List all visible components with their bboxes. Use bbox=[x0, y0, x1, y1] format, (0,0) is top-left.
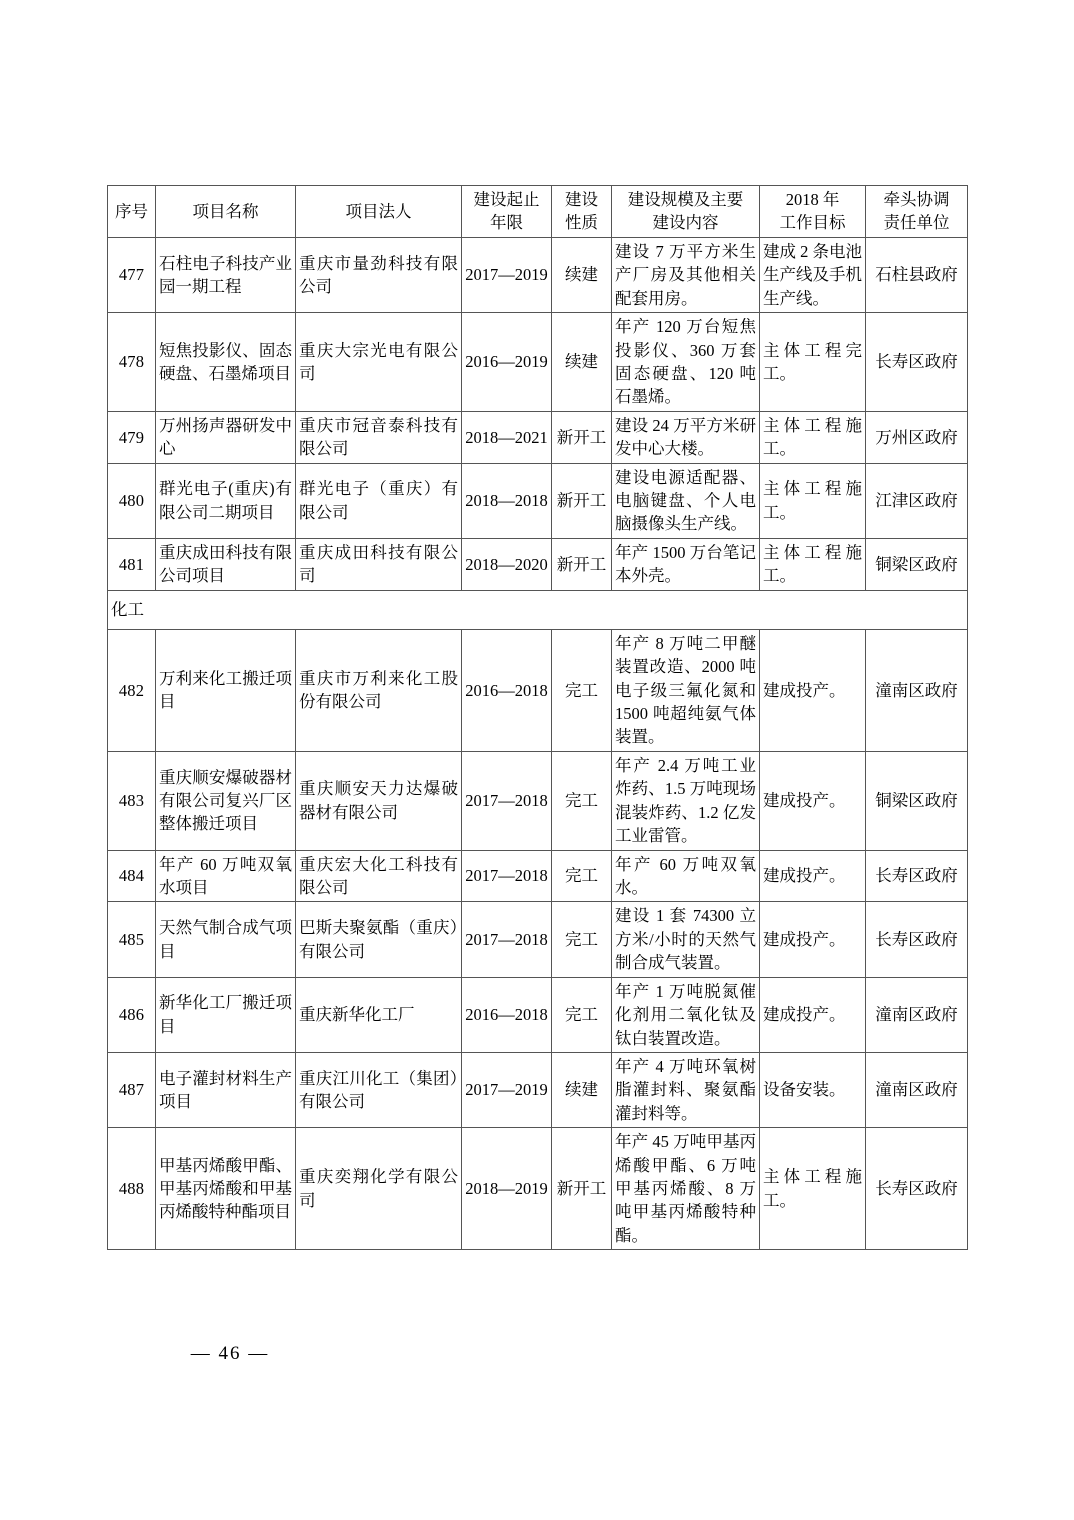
cell-project-name: 年产 60 万吨双氧水项目 bbox=[156, 850, 296, 902]
cell-no: 477 bbox=[108, 237, 156, 312]
cell-unit: 铜梁区政府 bbox=[866, 751, 968, 850]
cell-project-name: 重庆成田科技有限公司项目 bbox=[156, 538, 296, 590]
cell-nature: 新开工 bbox=[552, 538, 612, 590]
cell-period: 2018—2020 bbox=[462, 538, 552, 590]
cell-legal-entity: 重庆江川化工（集团）有限公司 bbox=[296, 1052, 462, 1127]
column-header-legal-entity: 项目法人 bbox=[296, 186, 462, 238]
cell-goal: 主体工程施工。 bbox=[760, 463, 866, 538]
cell-period: 2017—2018 bbox=[462, 850, 552, 902]
column-header-scale-line1: 建设规模及主要 bbox=[627, 190, 744, 209]
cell-no: 482 bbox=[108, 629, 156, 751]
cell-scale: 年产 8 万吨二甲醚装置改造、2000 吨电子级三氟化氮和 1500 吨超纯氨气体装置。 bbox=[612, 629, 760, 751]
cell-nature: 完工 bbox=[552, 977, 612, 1052]
table-row bbox=[108, 411, 968, 463]
header-row bbox=[108, 186, 968, 238]
table-row bbox=[108, 751, 968, 850]
cell-legal-entity: 重庆宏大化工科技有限公司 bbox=[296, 850, 462, 902]
column-header-unit-line1: 牵头协调 bbox=[883, 190, 950, 209]
cell-scale: 年产 45 万吨甲基丙烯酸甲酯、6 万吨甲基丙烯酸、8 万吨甲基丙烯酸特种酯。 bbox=[612, 1128, 760, 1250]
category-label: 化工 bbox=[108, 590, 968, 629]
cell-project-name: 石柱电子科技产业园一期工程 bbox=[156, 237, 296, 312]
cell-legal-entity: 巴斯夫聚氨酯（重庆）有限公司 bbox=[296, 902, 462, 977]
cell-project-name: 万利来化工搬迁项目 bbox=[156, 629, 296, 751]
cell-scale: 年产 1 万吨脱氮催化剂用二氧化钛及钛白装置改造。 bbox=[612, 977, 760, 1052]
cell-nature: 新开工 bbox=[552, 463, 612, 538]
column-header-no: 序号 bbox=[108, 186, 156, 238]
column-header-period-line1: 建设起止 bbox=[473, 190, 540, 209]
cell-unit: 长寿区政府 bbox=[866, 313, 968, 412]
cell-nature: 完工 bbox=[552, 629, 612, 751]
table-row bbox=[108, 313, 968, 412]
table-row bbox=[108, 237, 968, 312]
column-header-unit bbox=[866, 186, 968, 238]
cell-no: 479 bbox=[108, 411, 156, 463]
cell-goal: 建成投产。 bbox=[760, 751, 866, 850]
cell-goal: 设备安装。 bbox=[760, 1052, 866, 1127]
cell-goal: 建成投产。 bbox=[760, 977, 866, 1052]
cell-no: 483 bbox=[108, 751, 156, 850]
cell-unit: 潼南区政府 bbox=[866, 977, 968, 1052]
cell-no: 485 bbox=[108, 902, 156, 977]
cell-goal: 主体工程完工。 bbox=[760, 313, 866, 412]
cell-period: 2017—2018 bbox=[462, 902, 552, 977]
cell-unit: 江津区政府 bbox=[866, 463, 968, 538]
cell-nature: 续建 bbox=[552, 1052, 612, 1127]
cell-unit: 潼南区政府 bbox=[866, 1052, 968, 1127]
project-table bbox=[107, 185, 968, 1250]
cell-nature: 完工 bbox=[552, 850, 612, 902]
cell-scale: 年产 120 万台短焦投影仪、360 万套固态硬盘、120 吨石墨烯。 bbox=[612, 313, 760, 412]
cell-goal: 建成投产。 bbox=[760, 629, 866, 751]
cell-goal: 建成投产。 bbox=[760, 850, 866, 902]
table-header bbox=[108, 186, 968, 238]
cell-scale: 建设 7 万平方米生产厂房及其他相关配套用房。 bbox=[612, 237, 760, 312]
table-row bbox=[108, 850, 968, 902]
column-header-goal-line1: 2018 年 bbox=[785, 190, 840, 209]
cell-unit: 万州区政府 bbox=[866, 411, 968, 463]
cell-period: 2018—2019 bbox=[462, 1128, 552, 1250]
cell-scale: 年产 1500 万台笔记本外壳。 bbox=[612, 538, 760, 590]
cell-nature: 续建 bbox=[552, 313, 612, 412]
cell-project-name: 甲基丙烯酸甲酯、甲基丙烯酸和甲基丙烯酸特种酯项目 bbox=[156, 1128, 296, 1250]
cell-project-name: 万州扬声器研发中心 bbox=[156, 411, 296, 463]
cell-period: 2016—2018 bbox=[462, 977, 552, 1052]
cell-period: 2018—2018 bbox=[462, 463, 552, 538]
category-row bbox=[108, 590, 968, 629]
cell-no: 484 bbox=[108, 850, 156, 902]
cell-project-name: 群光电子(重庆)有限公司二期项目 bbox=[156, 463, 296, 538]
cell-period: 2017—2019 bbox=[462, 237, 552, 312]
table-row bbox=[108, 902, 968, 977]
cell-no: 488 bbox=[108, 1128, 156, 1250]
cell-period: 2016—2018 bbox=[462, 629, 552, 751]
cell-goal: 主体工程施工。 bbox=[760, 411, 866, 463]
table-row bbox=[108, 463, 968, 538]
cell-unit: 铜梁区政府 bbox=[866, 538, 968, 590]
table-row bbox=[108, 977, 968, 1052]
cell-nature: 新开工 bbox=[552, 1128, 612, 1250]
cell-scale: 年产 60 万吨双氧水。 bbox=[612, 850, 760, 902]
column-header-project-name: 项目名称 bbox=[156, 186, 296, 238]
table-row bbox=[108, 1128, 968, 1250]
project-table-container bbox=[107, 185, 967, 1250]
cell-legal-entity: 群光电子（重庆）有限公司 bbox=[296, 463, 462, 538]
cell-nature: 续建 bbox=[552, 237, 612, 312]
cell-project-name: 天然气制合成气项目 bbox=[156, 902, 296, 977]
cell-no: 486 bbox=[108, 977, 156, 1052]
table-row bbox=[108, 1052, 968, 1127]
column-header-goal-line2: 工作目标 bbox=[779, 213, 846, 233]
cell-legal-entity: 重庆奕翔化学有限公司 bbox=[296, 1128, 462, 1250]
cell-scale: 建设 24 万平方米研发中心大楼。 bbox=[612, 411, 760, 463]
cell-legal-entity: 重庆大宗光电有限公司 bbox=[296, 313, 462, 412]
cell-nature: 新开工 bbox=[552, 411, 612, 463]
cell-legal-entity: 重庆成田科技有限公司 bbox=[296, 538, 462, 590]
cell-project-name: 电子灌封材料生产项目 bbox=[156, 1052, 296, 1127]
cell-scale: 年产 4 万吨环氧树脂灌封料、聚氨酯灌封料等。 bbox=[612, 1052, 760, 1127]
cell-legal-entity: 重庆市冠音泰科技有限公司 bbox=[296, 411, 462, 463]
cell-legal-entity: 重庆新华化工厂 bbox=[296, 977, 462, 1052]
column-header-nature-line1: 建设 bbox=[565, 190, 598, 209]
cell-scale: 年产 2.4 万吨工业炸药、1.5 万吨现场混装炸药、1.2 亿发工业雷管。 bbox=[612, 751, 760, 850]
cell-period: 2018—2021 bbox=[462, 411, 552, 463]
cell-goal: 主体工程施工。 bbox=[760, 1128, 866, 1250]
cell-period: 2017—2018 bbox=[462, 751, 552, 850]
table-row bbox=[108, 538, 968, 590]
cell-unit: 长寿区政府 bbox=[866, 902, 968, 977]
table-body bbox=[108, 237, 968, 1249]
cell-unit: 石柱县政府 bbox=[866, 237, 968, 312]
table-row bbox=[108, 629, 968, 751]
cell-goal: 主体工程施工。 bbox=[760, 538, 866, 590]
column-header-scale bbox=[612, 186, 760, 238]
column-header-nature bbox=[552, 186, 612, 238]
cell-project-name: 重庆顺安爆破器材有限公司复兴厂区整体搬迁项目 bbox=[156, 751, 296, 850]
column-header-scale-line2: 建设内容 bbox=[652, 213, 719, 233]
cell-unit: 长寿区政府 bbox=[866, 1128, 968, 1250]
column-header-goal bbox=[760, 186, 866, 238]
cell-no: 481 bbox=[108, 538, 156, 590]
cell-goal: 建成投产。 bbox=[760, 902, 866, 977]
cell-no: 478 bbox=[108, 313, 156, 412]
column-header-nature-line2: 性质 bbox=[565, 213, 598, 233]
cell-legal-entity: 重庆市量劲科技有限公司 bbox=[296, 237, 462, 312]
cell-nature: 完工 bbox=[552, 751, 612, 850]
page-footer: — 46 — bbox=[190, 1343, 270, 1364]
cell-legal-entity: 重庆顺安天力达爆破器材有限公司 bbox=[296, 751, 462, 850]
column-header-period-line2: 年限 bbox=[490, 213, 523, 233]
column-header-period bbox=[462, 186, 552, 238]
column-header-unit-line2: 责任单位 bbox=[883, 213, 950, 233]
cell-no: 487 bbox=[108, 1052, 156, 1127]
cell-unit: 潼南区政府 bbox=[866, 629, 968, 751]
cell-no: 480 bbox=[108, 463, 156, 538]
cell-goal: 建成 2 条电池生产线及手机生产线。 bbox=[760, 237, 866, 312]
cell-scale: 建设电源适配器、电脑键盘、个人电脑摄像头生产线。 bbox=[612, 463, 760, 538]
cell-scale: 建设 1 套 74300 立方米/小时的天然气制合成气装置。 bbox=[612, 902, 760, 977]
cell-project-name: 新华化工厂搬迁项目 bbox=[156, 977, 296, 1052]
cell-unit: 长寿区政府 bbox=[866, 850, 968, 902]
cell-legal-entity: 重庆市万利来化工股份有限公司 bbox=[296, 629, 462, 751]
cell-project-name: 短焦投影仪、固态硬盘、石墨烯项目 bbox=[156, 313, 296, 412]
cell-period: 2017—2019 bbox=[462, 1052, 552, 1127]
cell-nature: 完工 bbox=[552, 902, 612, 977]
cell-period: 2016—2019 bbox=[462, 313, 552, 412]
